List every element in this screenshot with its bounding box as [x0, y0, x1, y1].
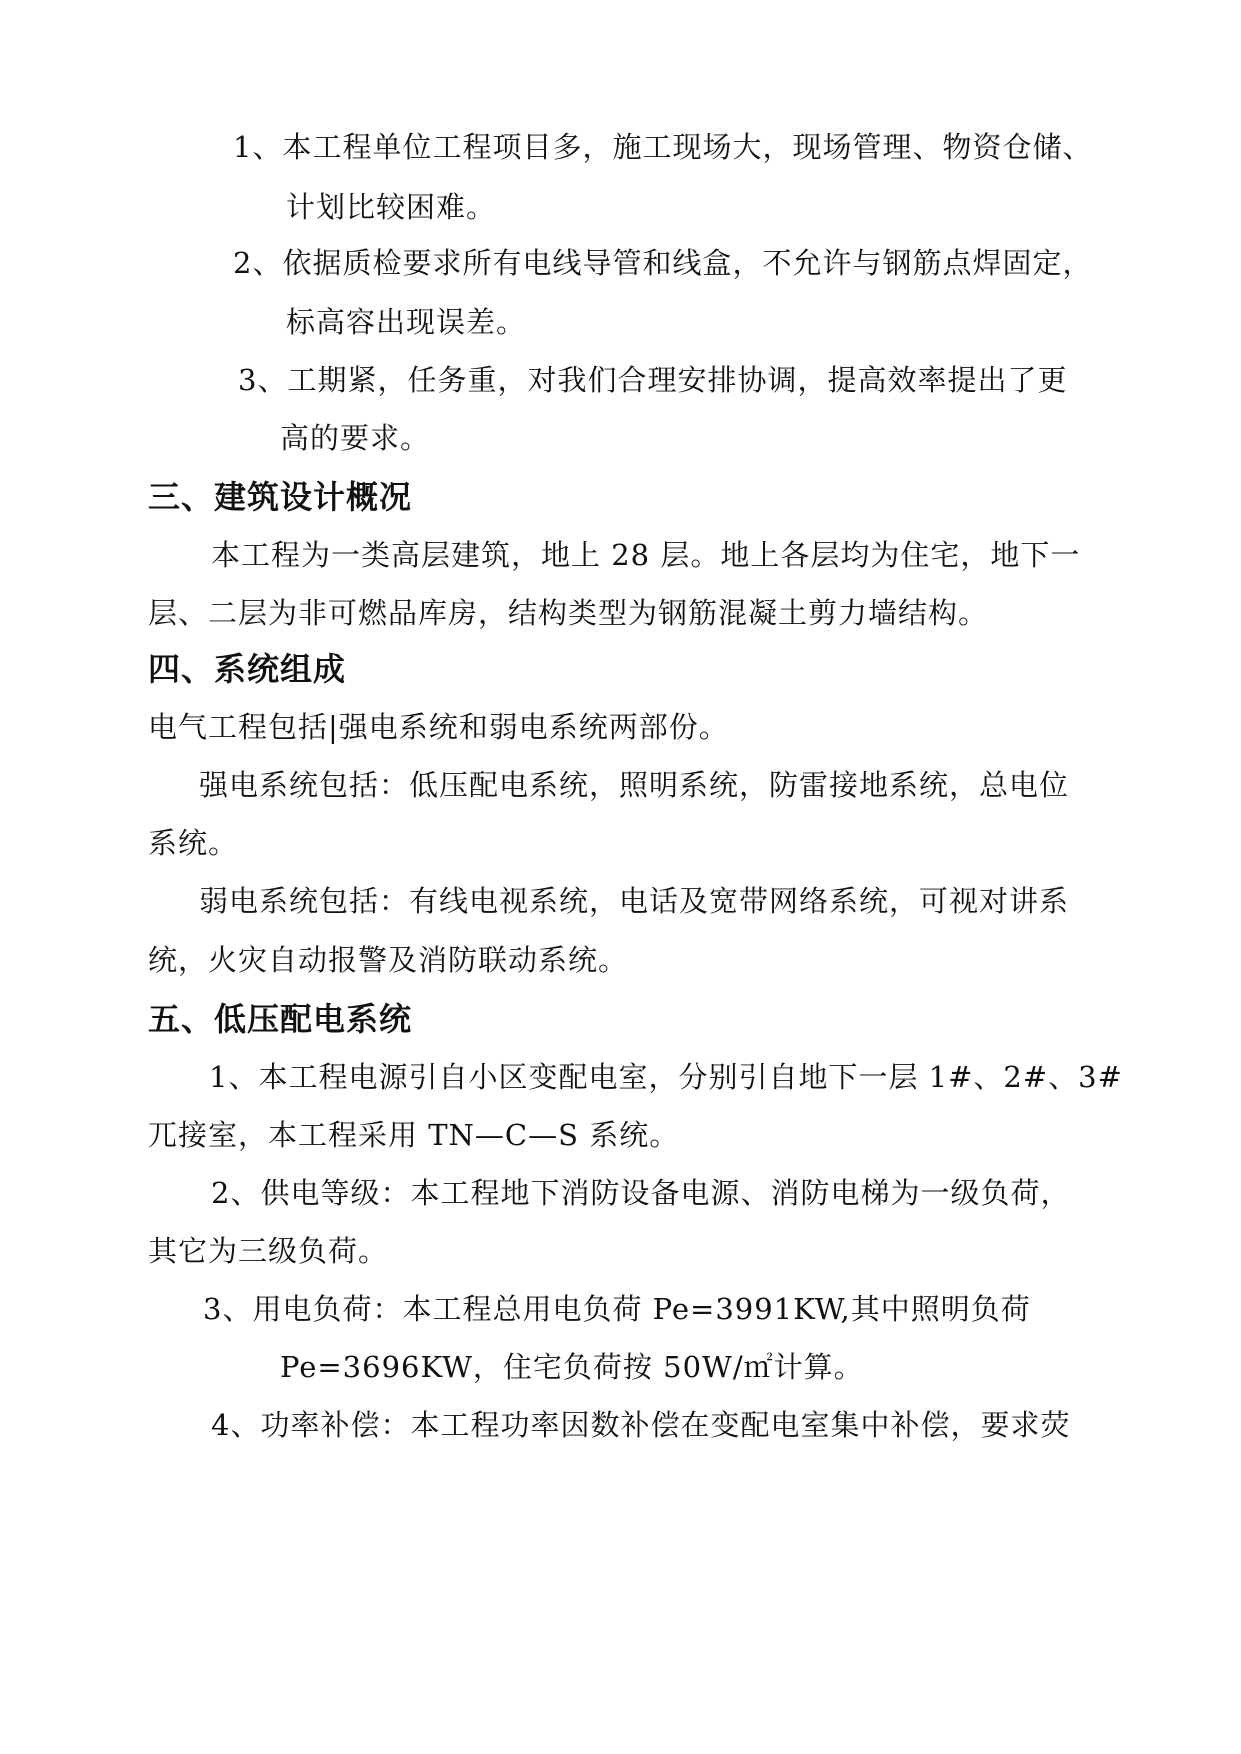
s5-item-4-line1: 4、功率补偿：本工程功率因数补偿在变配电室集中补偿，要求荧 [211, 1408, 1071, 1442]
strong-system-line2: 系统。 [148, 826, 239, 860]
s2-item-2-line2: 标高容出现误差。 [286, 305, 527, 339]
s5-item-2-line1: 2、供电等级：本工程地下消防设备电源、消防电梯为一级负荷， [211, 1176, 1071, 1210]
s2-item-3-line2: 高的要求。 [280, 421, 431, 455]
s2-item-1-line1: 1、本工程单位工程项目多，施工现场大，现场管理、物资仓储、 [233, 130, 1093, 164]
strong-system-line1: 强电系统包括：低压配电系统，照明系统，防雷接地系统，总电位 [199, 768, 1070, 802]
section3-line2: 层、二层为非可燃品库房，结构类型为钢筋混凝土剪力墙结构。 [148, 596, 989, 630]
section3-line1: 本工程为一类高层建筑，地上 28 层。地上各层均为住宅，地下一 [211, 538, 1081, 572]
s2-item-2-line1: 2、依据质检要求所有电线导管和线盒，不允许与钢筋点焊固定， [233, 246, 1093, 280]
s5-item-3-line2: Pe=3696KW，住宅负荷按 50W/㎡计算。 [280, 1350, 864, 1384]
s2-item-1-line2: 计划比较困难。 [286, 190, 497, 224]
weak-system-line2: 统，火灾自动报警及消防联动系统。 [148, 943, 629, 977]
s5-item-2-line2: 其它为三级负荷。 [148, 1234, 389, 1268]
s5-item-1-line2: 兀接室，本工程采用 TN—C—S 系统。 [148, 1118, 680, 1152]
s2-item-3-line1: 3、工期紧，任务重，对我们合理安排协调，提高效率提出了更 [238, 363, 1068, 397]
s5-item-1-line1: 1、本工程电源引自小区变配电室，分别引自地下一层 1#、2#、3# [209, 1060, 1123, 1094]
weak-system-line1: 弱电系统包括：有线电视系统，电话及宽带网络系统，可视对讲系 [199, 884, 1070, 918]
section5-heading: 五、低压配电系统 [148, 1000, 413, 1038]
section4-heading: 四、系统组成 [148, 650, 347, 688]
s5-item-3-line1: 3、用电负荷：本工程总用电负荷 Pe=3991KW,其中照明负荷 [203, 1292, 1031, 1326]
section4-intro: 电气工程包括|强电系统和弱电系统两部份。 [148, 710, 729, 744]
section3-heading: 三、建筑设计概况 [148, 478, 413, 516]
